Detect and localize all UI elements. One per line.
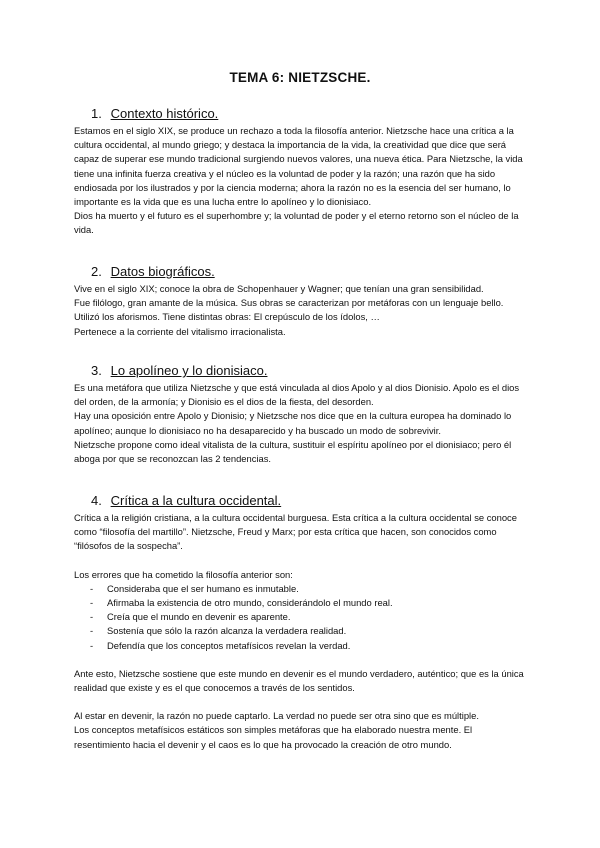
section-title: Datos biográficos. (110, 264, 215, 279)
page-title: TEMA 6: NIETZSCHE. (229, 70, 371, 85)
section-number: 3. (91, 363, 102, 378)
paragraph: Al estar en devenir, la razón no puede captarlo. La verdad no puede ser otra sino que es múltiple. (74, 710, 479, 722)
section-title: Crítica a la cultura occidental. (110, 493, 282, 508)
section-heading (91, 363, 530, 378)
section-heading (91, 106, 530, 121)
section-title: Lo apolíneo y lo dionisiaco. (110, 363, 268, 378)
section-number: 2. (91, 264, 102, 279)
errors-intro: Los errores que ha cometido la filosofía anterior son: (74, 568, 293, 580)
paragraph: Es una metáfora que utiliza Nietzsche y que está vinculada al dios Apolo y al dios Dionisio. Apolo es el dios del orden, de la armonía; y Dionisio es el dios de la fiesta, del desorden. (74, 382, 520, 408)
paragraph: Dios ha muerto y el futuro es el superhombre y; la voluntad de poder y el eterno retorno son el núcleo de la vida. (74, 210, 519, 236)
paragraph: Vive en el siglo XIX; conoce la obra de Schopenhauer y Wagner; que tenían una gran sensibilidad. (74, 283, 484, 294)
errors-list (74, 582, 530, 653)
paragraph: Ante esto, Nietzsche sostiene que este mundo en devenir es el mundo verdadero, auténtico; que es la única realidad que existe y es el que conocemos a través de los sentidos. (74, 667, 524, 694)
list-item: - Afirmaba la existencia de otro mundo, considerándolo el mundo real. (74, 596, 530, 610)
paragraph: Fue filólogo, gran amante de la música. Sus obras se caracterizan por metáforas con un lenguaje bello. Utilizó los aforismos. Tiene distintas obras: El crepúsculo de los ídolos, … (74, 297, 504, 323)
section-heading (91, 493, 530, 508)
paragraph: Hay una oposición entre Apolo y Dionisio; y Nietzsche nos dice que en la cultura europea ha dominado lo apolíneo; aunque lo dionisiaco no ha desaparecido y ha buscado un modo de sobrevivir. (74, 410, 512, 436)
section-number: 4. (91, 493, 102, 508)
list-item: - Sostenía que sólo la razón alcanza la verdadera realidad. (74, 624, 530, 638)
list-item: - Creía que el mundo en devenir es aparente. (74, 610, 530, 624)
paragraph: Estamos en el siglo XIX, se produce un rechazo a toda la filosofía anterior. Nietzsche hace una crítica a la cultura occidental, al mundo griego; y destaca la importancia de la vida, la creatividad que dice que será capaz de superar ese mundo tradicional surgiendo nuevos valores, una nueva ética. Para Nietzsche, la vida tiene una infinita fuerza creativa y el núcleo es la voluntad de poder y la razón; una razón que ha sido endiosada por los ilustrados y por la ciencia moderna; ahora la razón no es la esencia del ser humano, lo importante es la vida que es una lucha entre lo apolíneo y lo dionisiaco. (74, 125, 523, 208)
paragraph: Nietzsche propone como ideal vitalista de la cultura, sustituir el espíritu apolíneo por el dionisiaco; pero él aboga por que se reconozcan las 2 tendencias. (74, 438, 512, 465)
paragraph: Los conceptos metafísicos estáticos son simples metáforas que ha elaborado nuestra mente. El resentimiento hacia el devenir y el caos es lo que ha provocado la creación de otro mundo. (74, 724, 473, 750)
section-critica-cultura-occidental (74, 493, 530, 752)
section-apolineo-dionisiaco (74, 363, 530, 466)
paragraph: Pertenece a la corriente del vitalismo irracionalista. (74, 325, 286, 337)
list-item: - Defendía que los conceptos metafísicos revelan la verdad. (74, 639, 530, 653)
section-title: Contexto histórico. (110, 106, 219, 121)
section-datos-biograficos (74, 264, 530, 339)
section-contexto-historico (74, 106, 530, 238)
section-number: 1. (91, 106, 102, 121)
list-item: - Consideraba que el ser humano es inmutable. (74, 582, 530, 596)
paragraph: Crítica a la religión cristiana, a la cultura occidental burguesa. Esta crítica a la cultura occidental se conoce como “filosofía del martillo”. Nietzsche, Freud y Marx; por esta crítica que hacen, son conocidos como “filósofos de la sospecha”. (74, 512, 517, 552)
section-heading (91, 264, 530, 279)
